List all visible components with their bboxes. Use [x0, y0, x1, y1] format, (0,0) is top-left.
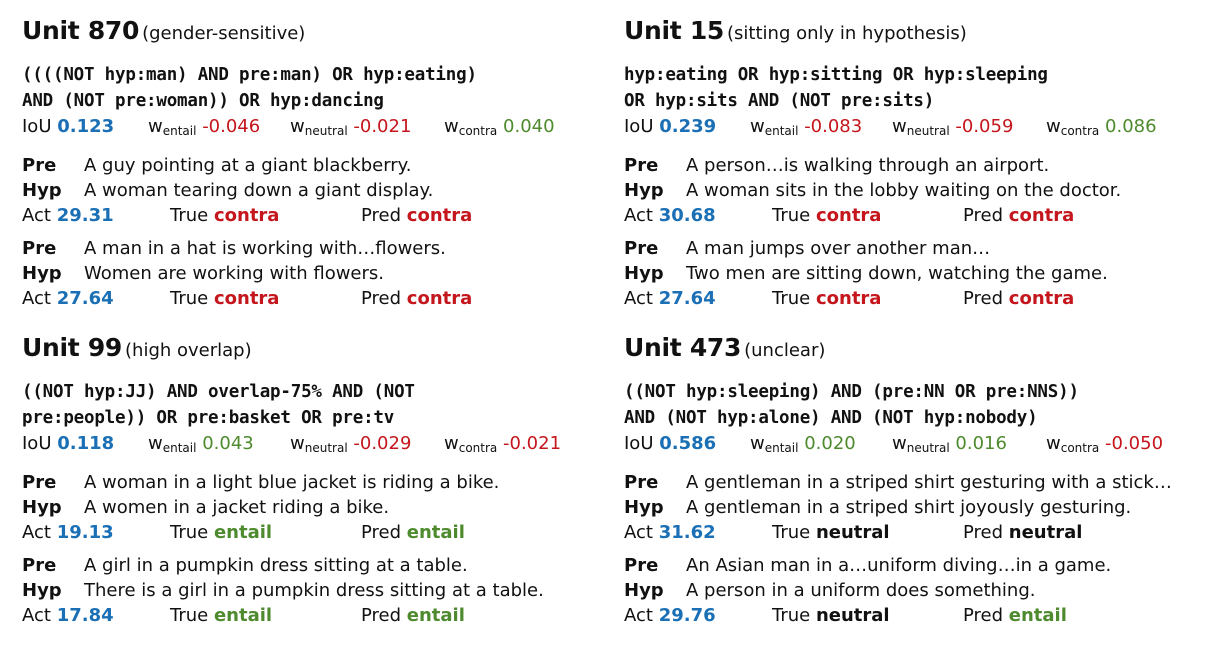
explanation-formula: ((NOT hyp:JJ) AND overlap-75% AND (NOT pre:people)) OR pre:basket OR pre:tv [22, 382, 415, 428]
iou-stat [22, 114, 114, 139]
unit-name: Unit 870 [22, 16, 140, 45]
true-class: neutral [815, 605, 890, 626]
weight-value: -0.083 [804, 116, 863, 137]
premise-line [624, 153, 1219, 178]
pred-label-group [361, 203, 472, 228]
premise-line [22, 153, 617, 178]
premise-text: An Asian man in a…uniform diving…in a game. [686, 555, 1112, 576]
act-value: 29.76 [658, 605, 716, 626]
hypothesis-tag: Hyp [22, 263, 62, 284]
weight-sub: neutral [304, 124, 348, 138]
weight-label: w [750, 433, 765, 454]
iou-value: 0.118 [57, 433, 115, 454]
activation-line [624, 520, 1219, 545]
true-class: contra [213, 288, 280, 309]
hypothesis-tag: Hyp [22, 180, 62, 201]
weight-contra [1046, 114, 1157, 139]
true-class: neutral [815, 522, 890, 543]
unit-name: Unit 99 [22, 333, 123, 362]
activation [624, 520, 716, 545]
true-class: contra [815, 205, 882, 226]
activation-line [22, 603, 617, 628]
explanation-formula: ((((NOT hyp:man) AND pre:man) OR hyp:eating) AND (NOT pre:woman)) OR hyp:dancing [22, 65, 477, 111]
weight-neutral [892, 431, 1007, 456]
true-label-group [170, 603, 272, 628]
weight-label: w [892, 433, 907, 454]
act-value: 27.64 [56, 288, 114, 309]
act-label: Act [624, 205, 653, 226]
unit-name: Unit 15 [624, 16, 725, 45]
pred-class: entail [406, 522, 465, 543]
true-label-group [170, 520, 272, 545]
pred-label: Pred [963, 288, 1004, 309]
activation-line [624, 203, 1219, 228]
hypothesis-text: There is a girl in a pumpkin dress sitting at a table. [84, 580, 544, 601]
stats-row [22, 431, 617, 456]
activation [624, 286, 716, 311]
true-class: entail [213, 605, 273, 626]
premise-tag: Pre [22, 472, 57, 493]
weight-value: -0.029 [353, 433, 412, 454]
weight-value: -0.050 [1105, 433, 1164, 454]
unit-description: (gender-sensitive) [142, 23, 306, 44]
activation [624, 203, 716, 228]
pred-label: Pred [361, 605, 402, 626]
hypothesis-text: A women in a jacket riding a bike. [84, 497, 390, 518]
true-label-group [772, 203, 881, 228]
hypothesis-tag: Hyp [624, 263, 664, 284]
weight-label: w [750, 116, 765, 137]
act-value: 17.84 [56, 605, 114, 626]
explanation-formula: hyp:eating OR hyp:sitting OR hyp:sleeping OR hyp:sits AND (NOT pre:sits) [624, 65, 1048, 111]
unit-title [624, 14, 1219, 48]
pred-class: contra [1008, 205, 1075, 226]
premise-text: A woman in a light blue jacket is riding a bike. [84, 472, 500, 493]
weight-sub: contra [458, 124, 498, 138]
weight-sub: neutral [304, 441, 348, 455]
pred-class: contra [406, 288, 473, 309]
pred-label: Pred [361, 522, 402, 543]
weight-sub: contra [1060, 441, 1100, 455]
example-block [624, 553, 1219, 628]
true-label: True [772, 522, 811, 543]
act-label: Act [22, 522, 51, 543]
pred-label-group [361, 520, 465, 545]
premise-text: A gentleman in a striped shirt gesturing with a stick… [686, 472, 1172, 493]
hypothesis-text: A gentleman in a striped shirt joyously gesturing. [686, 497, 1132, 518]
example-block [22, 236, 617, 311]
true-class: entail [213, 522, 273, 543]
unit-title [22, 14, 617, 48]
activation-line [624, 286, 1219, 311]
weight-label: w [290, 433, 305, 454]
premise-tag: Pre [624, 472, 659, 493]
premise-tag: Pre [22, 238, 57, 259]
weight-value: -0.059 [955, 116, 1014, 137]
premise-line [22, 553, 617, 578]
unit-description: (high overlap) [125, 340, 252, 361]
unit-panel-99 [22, 331, 617, 628]
activation [22, 203, 114, 228]
hypothesis-text: A woman tearing down a giant display. [84, 180, 434, 201]
act-value: 27.64 [658, 288, 716, 309]
weight-value: 0.016 [955, 433, 1007, 454]
hypothesis-tag: Hyp [22, 580, 62, 601]
premise-text: A person…is walking through an airport. [686, 155, 1050, 176]
pred-label-group [361, 603, 465, 628]
weight-contra [1046, 431, 1163, 456]
iou-stat [624, 114, 716, 139]
premise-text: A guy pointing at a giant blackberry. [84, 155, 412, 176]
example-block [22, 153, 617, 228]
explanation-formula: ((NOT hyp:sleeping) AND (pre:NN OR pre:NNS)) AND (NOT hyp:alone) AND (NOT hyp:nobody) [624, 382, 1079, 428]
true-class: contra [213, 205, 280, 226]
weight-label: w [1046, 433, 1061, 454]
activation-line [22, 203, 617, 228]
premise-line [624, 553, 1219, 578]
premise-tag: Pre [624, 238, 659, 259]
act-label: Act [22, 205, 51, 226]
premise-line [22, 470, 617, 495]
hypothesis-text: Women are working with flowers. [84, 263, 384, 284]
weight-sub: entail [162, 441, 197, 455]
iou-stat [624, 431, 716, 456]
true-label-group [170, 286, 279, 311]
activation [624, 603, 716, 628]
activation [22, 603, 114, 628]
iou-stat [22, 431, 114, 456]
stats-row [22, 114, 617, 139]
unit-title [624, 331, 1219, 365]
act-label: Act [624, 288, 653, 309]
hypothesis-line [22, 495, 617, 520]
pred-label-group [361, 286, 472, 311]
weight-value: -0.046 [202, 116, 261, 137]
iou-value: 0.586 [659, 433, 717, 454]
weight-value: -0.021 [503, 433, 562, 454]
true-label: True [170, 205, 209, 226]
premise-text: A man jumps over another man… [686, 238, 991, 259]
unit-description: (unclear) [744, 340, 826, 361]
premise-text: A girl in a pumpkin dress sitting at a table. [84, 555, 468, 576]
true-label: True [170, 605, 209, 626]
weight-value: 0.043 [202, 433, 254, 454]
pred-class: contra [406, 205, 473, 226]
weight-entail [750, 114, 862, 139]
pred-label-group [963, 603, 1067, 628]
premise-line [624, 236, 1219, 261]
weight-sub: contra [458, 441, 498, 455]
act-label: Act [22, 288, 51, 309]
weight-sub: contra [1060, 124, 1100, 138]
pred-label: Pred [963, 205, 1004, 226]
hypothesis-text: A woman sits in the lobby waiting on the doctor. [686, 180, 1122, 201]
weight-value: -0.021 [353, 116, 412, 137]
premise-tag: Pre [624, 555, 659, 576]
true-label-group [772, 603, 890, 628]
true-label: True [170, 522, 209, 543]
weight-label: w [1046, 116, 1061, 137]
premise-tag: Pre [22, 555, 57, 576]
weight-value: 0.020 [804, 433, 856, 454]
weight-contra [444, 431, 561, 456]
premise-line [624, 470, 1219, 495]
true-label: True [170, 288, 209, 309]
act-label: Act [624, 522, 653, 543]
weight-entail [750, 431, 856, 456]
pred-label-group [963, 286, 1074, 311]
weight-neutral [290, 431, 411, 456]
weight-label: w [148, 433, 163, 454]
weight-entail [148, 431, 254, 456]
weight-sub: neutral [906, 124, 950, 138]
true-label: True [772, 605, 811, 626]
weight-neutral [290, 114, 411, 139]
example-block [22, 553, 617, 628]
activation-line [22, 520, 617, 545]
pred-class: entail [1008, 605, 1067, 626]
premise-tag: Pre [624, 155, 659, 176]
true-label-group [772, 520, 890, 545]
weight-sub: entail [764, 124, 799, 138]
premise-line [22, 236, 617, 261]
hypothesis-tag: Hyp [22, 497, 62, 518]
weight-value: 0.086 [1105, 116, 1157, 137]
hypothesis-line [624, 261, 1219, 286]
pred-label: Pred [963, 522, 1004, 543]
weight-value: 0.040 [503, 116, 555, 137]
weight-neutral [892, 114, 1013, 139]
pred-label: Pred [963, 605, 1004, 626]
hypothesis-line [624, 495, 1219, 520]
premise-tag: Pre [22, 155, 57, 176]
true-label-group [772, 286, 881, 311]
iou-value: 0.239 [659, 116, 717, 137]
act-value: 30.68 [658, 205, 716, 226]
activation-line [624, 603, 1219, 628]
act-label: Act [22, 605, 51, 626]
hypothesis-line [22, 178, 617, 203]
example-block [624, 470, 1219, 545]
unit-title [22, 331, 617, 365]
weight-entail [148, 114, 260, 139]
iou-value: 0.123 [57, 116, 115, 137]
weight-label: w [444, 433, 459, 454]
hypothesis-tag: Hyp [624, 580, 664, 601]
unit-name: Unit 473 [624, 333, 742, 362]
iou-label: IoU [22, 433, 52, 454]
example-block [22, 470, 617, 545]
pred-label: Pred [361, 205, 402, 226]
activation [22, 286, 114, 311]
weight-label: w [444, 116, 459, 137]
act-value: 29.31 [56, 205, 114, 226]
weight-label: w [290, 116, 305, 137]
stats-row [624, 114, 1219, 139]
activation [22, 520, 114, 545]
act-label: Act [624, 605, 653, 626]
hypothesis-line [624, 178, 1219, 203]
true-label: True [772, 288, 811, 309]
weight-sub: entail [162, 124, 197, 138]
example-block [624, 153, 1219, 228]
iou-label: IoU [22, 116, 52, 137]
hypothesis-tag: Hyp [624, 180, 664, 201]
pred-class: entail [406, 605, 465, 626]
hypothesis-line [624, 578, 1219, 603]
stats-row [624, 431, 1219, 456]
hypothesis-line [22, 578, 617, 603]
premise-text: A man in a hat is working with…flowers. [84, 238, 446, 259]
weight-sub: entail [764, 441, 799, 455]
pred-label-group [963, 203, 1074, 228]
act-value: 31.62 [658, 522, 716, 543]
unit-panel-15 [624, 14, 1219, 311]
weight-sub: neutral [906, 441, 950, 455]
iou-label: IoU [624, 433, 654, 454]
hypothesis-text: Two men are sitting down, watching the game. [686, 263, 1108, 284]
example-block [624, 236, 1219, 311]
unit-panel-870 [22, 14, 617, 311]
unit-panel-473 [624, 331, 1219, 628]
true-label-group [170, 203, 279, 228]
true-class: contra [815, 288, 882, 309]
activation-line [22, 286, 617, 311]
iou-label: IoU [624, 116, 654, 137]
hypothesis-line [22, 261, 617, 286]
weight-label: w [148, 116, 163, 137]
weight-label: w [892, 116, 907, 137]
pred-class: contra [1008, 288, 1075, 309]
pred-class: neutral [1008, 522, 1083, 543]
pred-label: Pred [361, 288, 402, 309]
true-label: True [772, 205, 811, 226]
act-value: 19.13 [56, 522, 114, 543]
hypothesis-tag: Hyp [624, 497, 664, 518]
unit-description: (sitting only in hypothesis) [727, 23, 967, 44]
pred-label-group [963, 520, 1082, 545]
weight-contra [444, 114, 555, 139]
hypothesis-text: A person in a uniform does something. [686, 580, 1036, 601]
